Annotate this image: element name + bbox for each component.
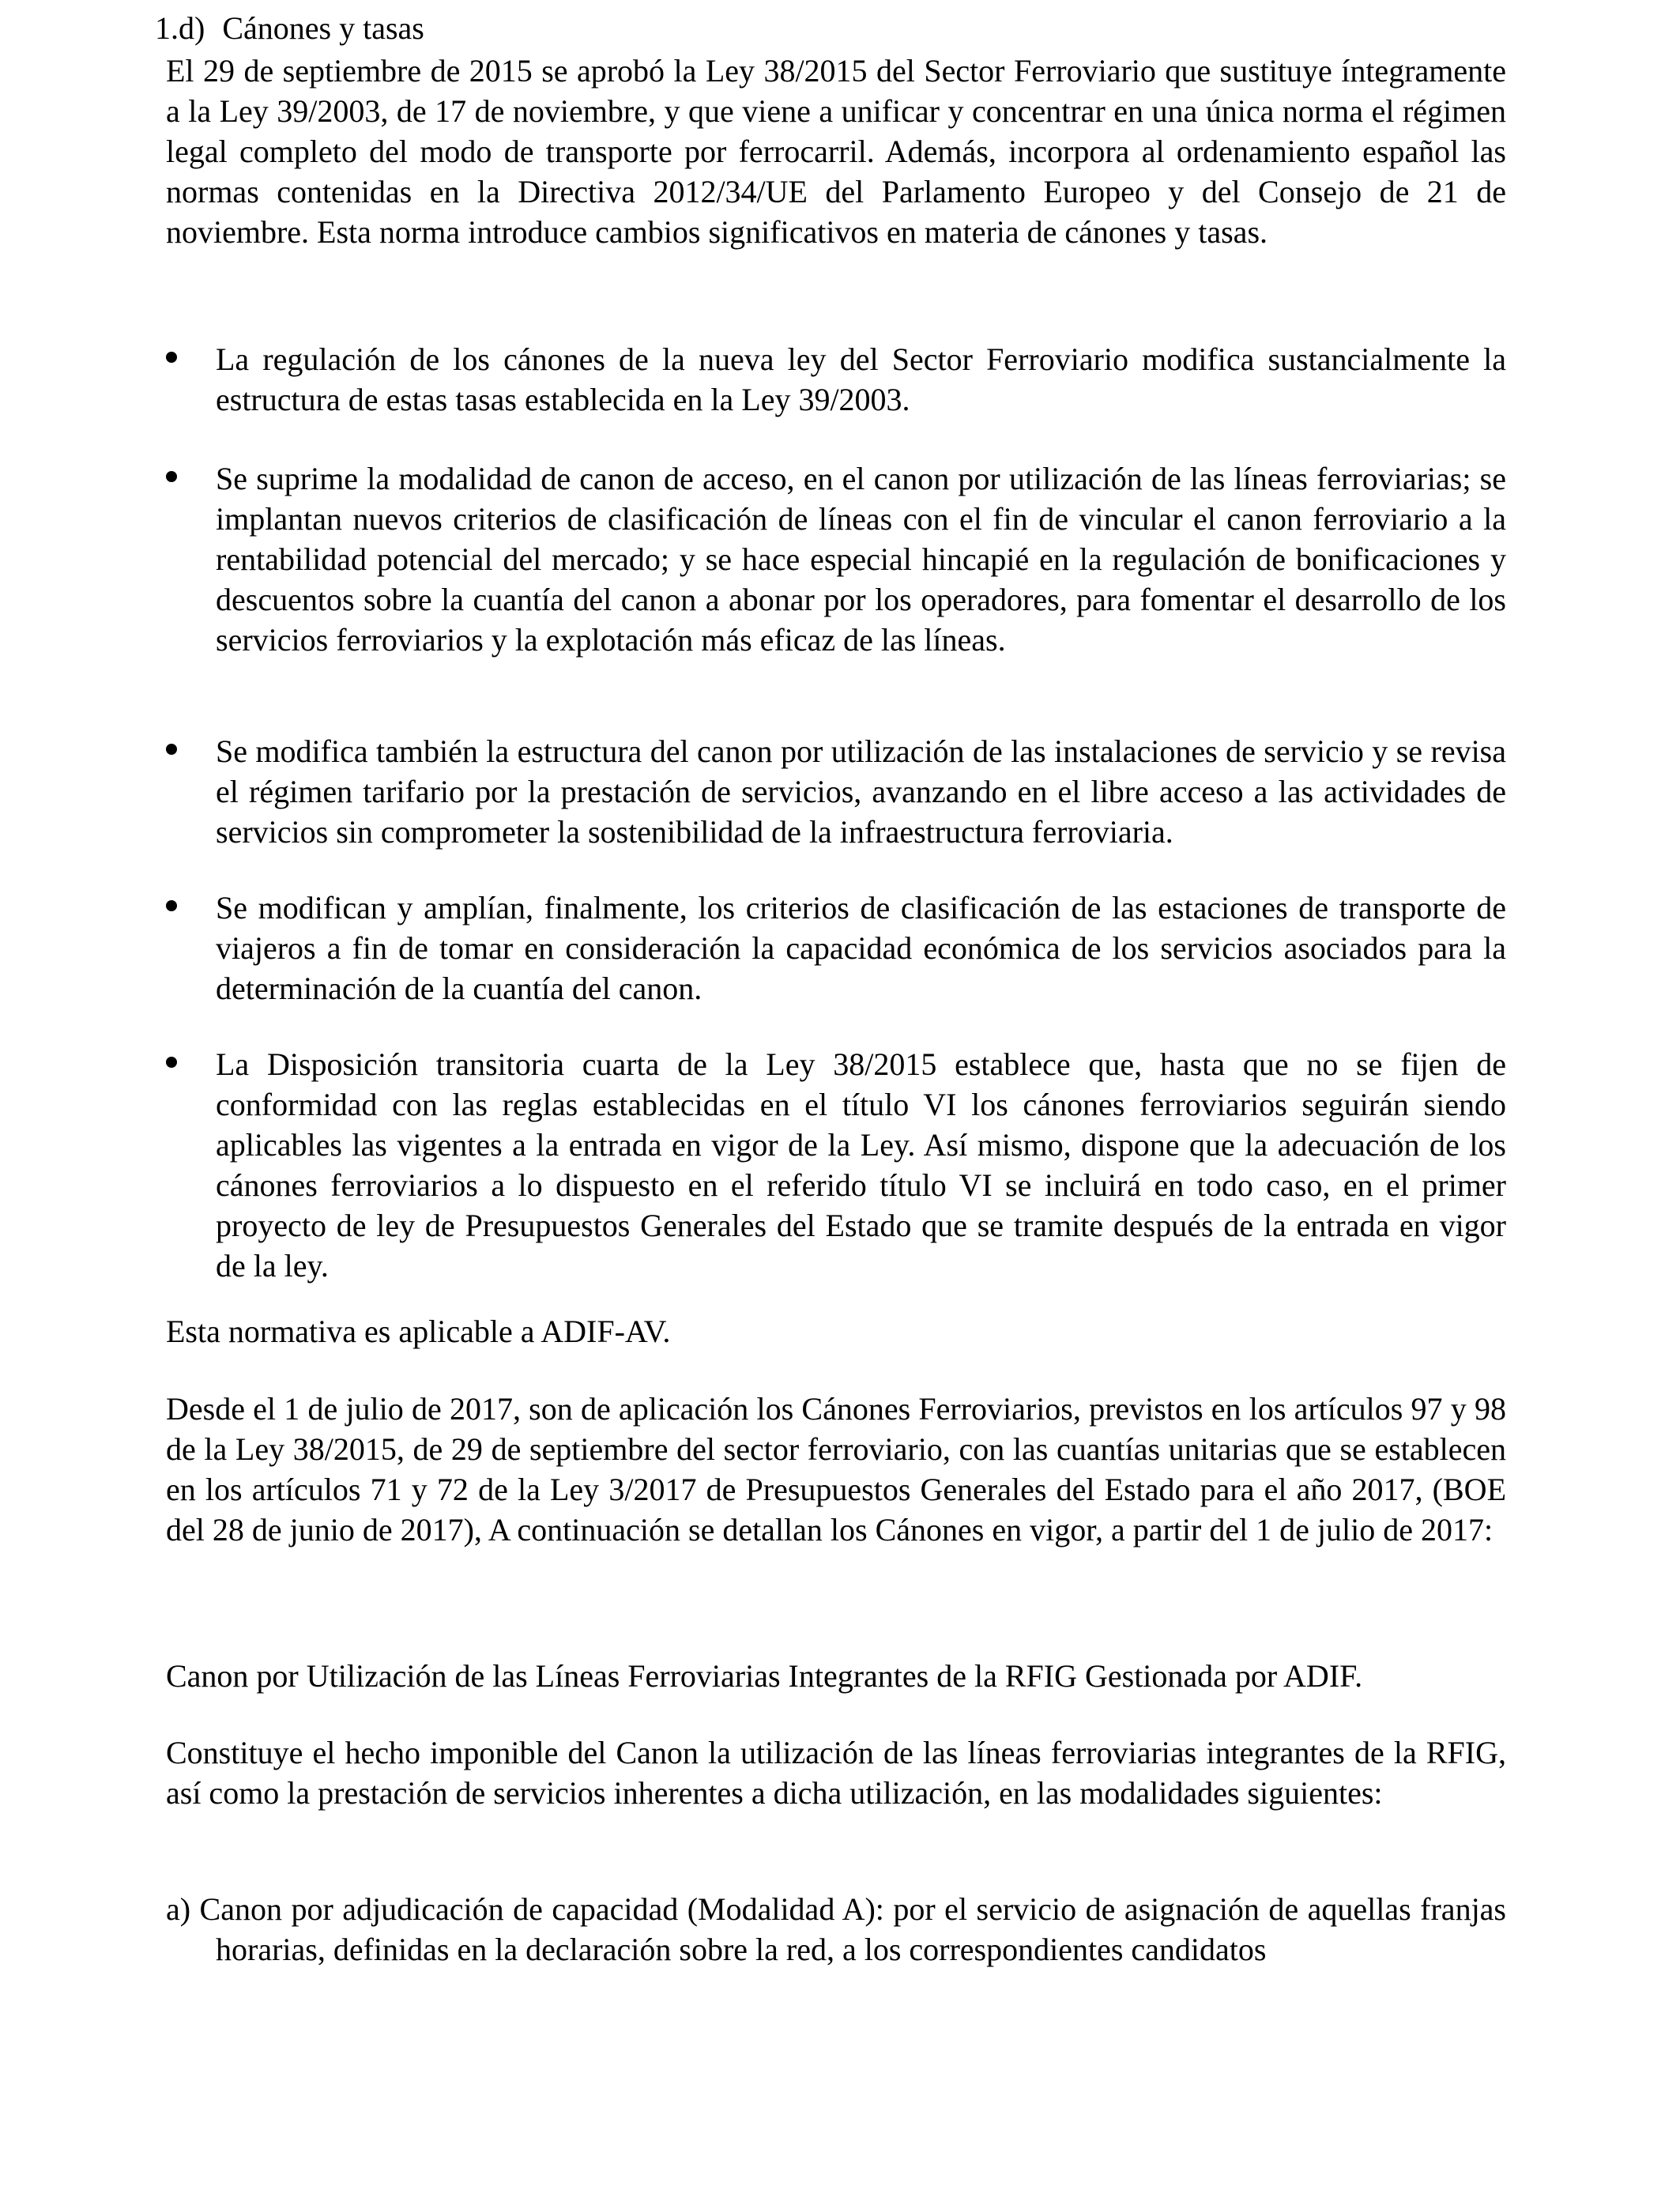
bullet-icon xyxy=(166,352,177,363)
intro-paragraph: El 29 de septiembre de 2015 se aprobó la Ley 38/2015 del Sector Ferroviario que sustituye íntegramente a la Ley 39/2003, de 17 de noviembre, y que viene a unificar y concentrar en una única norma el régimen legal completo del modo de transporte por ferrocarril. Además, incorpora al ordenamiento español las normas contenidas en la Directiva 2012/34/UE del Parlamento Europeo y del Consejo de 21 de noviembre. Esta norma introduce cambios significativos en materia de cánones y tasas. xyxy=(166,53,1506,250)
bullet-item xyxy=(166,339,1506,420)
bullet-icon xyxy=(166,900,177,911)
section-title: Cánones y tasas xyxy=(222,10,424,46)
bullet-item xyxy=(166,1044,1506,1286)
bullet-text: Se suprime la modalidad de canon de acceso, en el canon por utilización de las líneas ferroviarias; se implantan nuevos criterios de clasificación de líneas con el fin de vincular el canon ferroviario a la rentabilidad potencial del mercado; y se hace especial hincapié en la regulación de bonificaciones y descuentos sobre la cuantía del canon a abonar por los operadores, para fomentar el desarrollo de los servicios ferroviarios y la explotación más eficaz de las líneas. xyxy=(216,461,1506,658)
bullet-icon xyxy=(166,471,177,482)
bullet-text: Se modifican y amplían, finalmente, los criterios de clasificación de las estaciones de transporte de viajeros a fin de tomar en consideración la capacidad económica de los servicios asociados para la determinación de la cuantía del canon. xyxy=(216,890,1506,1006)
modalidad-a-text: a) Canon por adjudicación de capacidad (Modalidad A): por el servicio de asignación de aquellas franjas horarias, definidas en la declaración sobre la red, a los correspondientes candidatos xyxy=(166,1891,1506,1967)
modalidad-a-item xyxy=(166,1889,1506,1970)
bullet-text: La Disposición transitoria cuarta de la Ley 38/2015 establece que, hasta que no se fijen de conformidad con las reglas establecidas en el título VI los cánones ferroviarios seguirán siendo aplicables las vigentes a la entrada en vigor de la Ley. Así mismo, dispone que la adecuación de los cánones ferroviarios a lo dispuesto en el referido título VI se incluirá en todo caso, en el primer proyecto de ley de Presupuestos Generales del Estado que se tramite después de la entrada en vigor de la ley. xyxy=(216,1046,1506,1284)
bullet-item xyxy=(166,888,1506,1008)
bullet-text: La regulación de los cánones de la nueva ley del Sector Ferroviario modifica sustancialmente la estructura de estas tasas establecida en la Ley 39/2003. xyxy=(216,341,1506,417)
bullet-icon xyxy=(166,744,177,755)
bullet-text: Se modifica también la estructura del canon por utilización de las instalaciones de servicio y se revisa el régimen tarifario por la prestación de servicios, avanzando en el libre acceso a las actividades de servicios sin comprometer la sostenibilidad de la infraestructura ferroviaria. xyxy=(216,733,1506,850)
bullet-item xyxy=(166,458,1506,660)
bullet-icon xyxy=(166,1057,177,1068)
july-2017-paragraph: Desde el 1 de julio de 2017, son de aplicación los Cánones Ferroviarios, previstos en los artículos 97 y 98 de la Ley 38/2015, de 29 de septiembre del sector ferroviario, con las cuantías unitarias que se establecen en los artículos 71 y 72 de la Ley 3/2017 de Presupuestos Generales del Estado para el año 2017, (BOE del 28 de junio de 2017), A continuación se detallan los Cánones en vigor, a partir del 1 de julio de 2017: xyxy=(166,1391,1506,1547)
canon-subheading: Canon por Utilización de las Líneas Ferroviarias Integrantes de la RFIG Gestionada por ADIF. xyxy=(166,1658,1363,1694)
section-number: 1.d) xyxy=(155,10,205,46)
hecho-imponible-paragraph: Constituye el hecho imponible del Canon la utilización de las líneas ferroviarias integrantes de la RFIG, así como la prestación de servicios inherentes a dicha utilización, en las modalidades siguientes: xyxy=(166,1735,1506,1811)
bullet-item xyxy=(166,731,1506,852)
applicability-note: Esta normativa es aplicable a ADIF-AV. xyxy=(166,1314,671,1349)
section-heading xyxy=(155,8,1498,48)
